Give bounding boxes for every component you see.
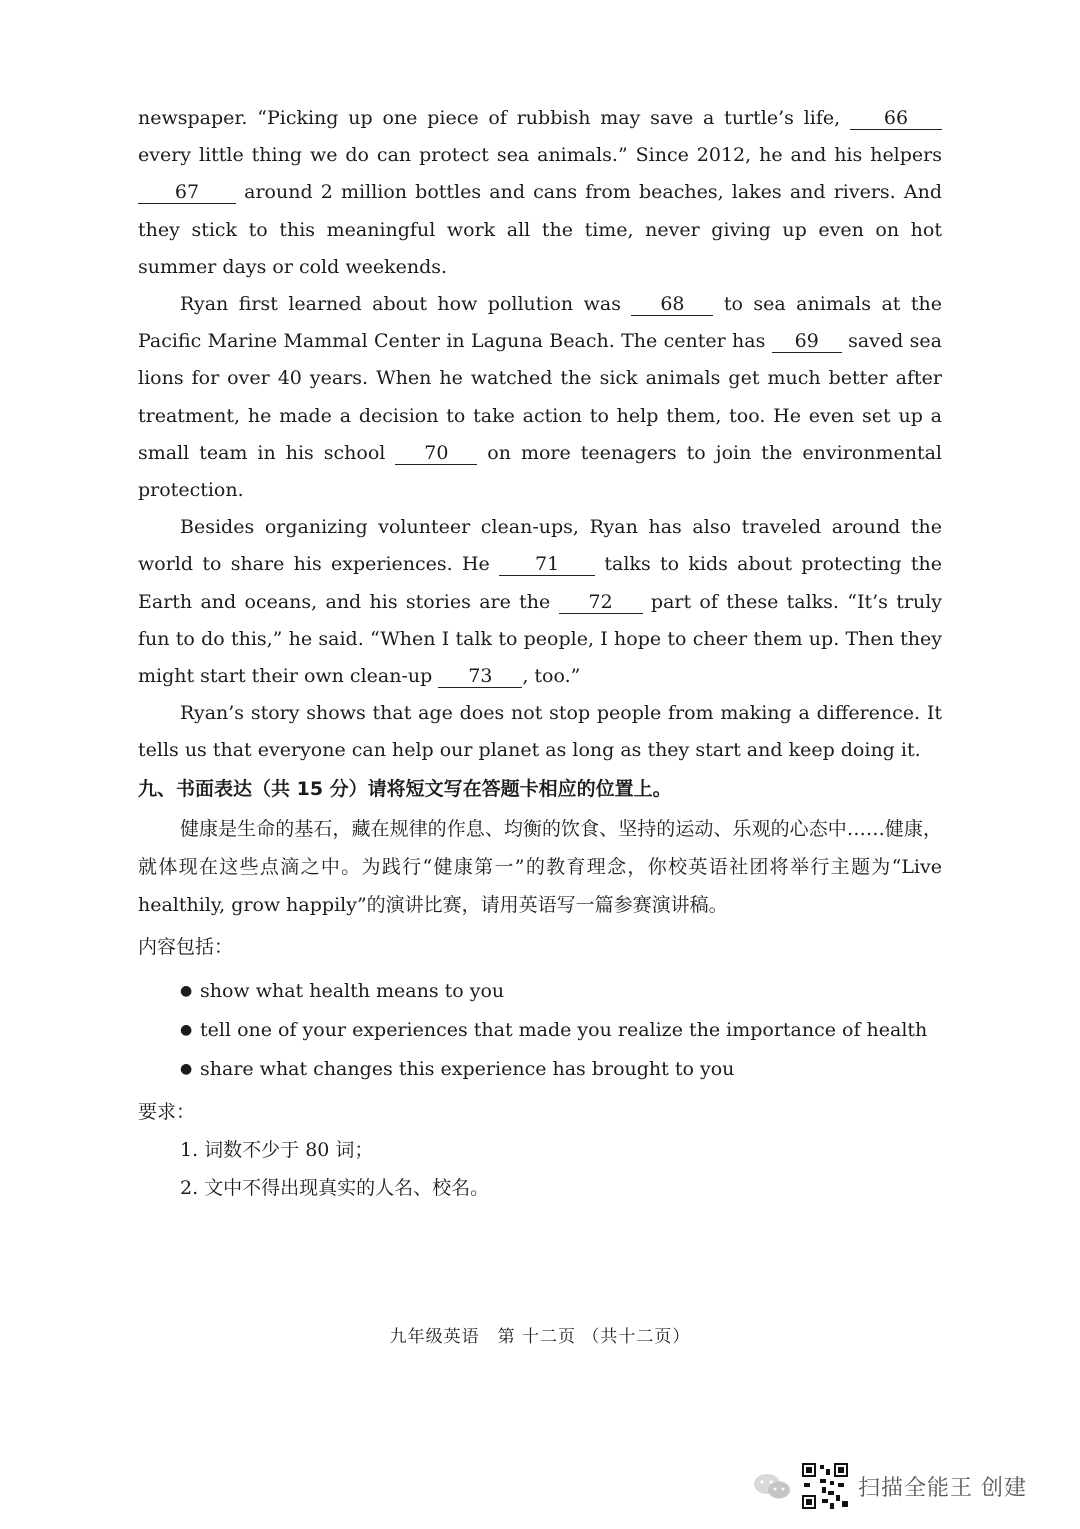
text: on more teenagers to join the environmental protection. (138, 441, 942, 502)
text: Ryan first learned about how pollution was (180, 293, 632, 316)
blank-70: 70 (395, 442, 477, 465)
blank-69: 69 (772, 330, 842, 353)
bullet-text: share what changes this experience has brought to you (200, 1057, 735, 1080)
page-footer: 九年级英语 第 十二页 （共十二页） (389, 1327, 691, 1347)
qr-code-icon (800, 1461, 850, 1511)
section-title: 九、书面表达（共 15 分）请将短文写在答题卡相应的位置上。 (138, 777, 672, 800)
passage-paragraph-1 (138, 100, 942, 286)
exam-page (138, 100, 942, 1207)
bullet-icon: ● (180, 982, 193, 999)
blank-68: 68 (631, 293, 713, 316)
requirement-item: 1. 词数不少于 80 词； (180, 1138, 374, 1161)
text: around 2 million bottles and cans from beaches, lakes and rivers. And they stick to this meaningful work all the time, never giving up even on hot summer days or cold weekends. (138, 181, 942, 278)
text: to sea animals at the Pacific Marine Mammal Center in Laguna Beach. The center has (138, 293, 942, 353)
writing-prompt: 健康是生命的基石，藏在规律的作息、均衡的饮食、坚持的运动、乐观的心态中……健康，就体现在这些点滴之中。为践行“健康第一”的教育理念，你校英语社团将举行主题为“Live healthily, grow happily”的演讲比赛，请用英语写一篇参赛演讲稿。 (138, 817, 942, 916)
blank-71: 71 (499, 553, 595, 576)
blank-67: 67 (138, 181, 236, 204)
scanner-watermark (752, 1458, 1062, 1514)
watermark-text: 扫描全能王 创建 (858, 1475, 1027, 1501)
text: part of these talks. “It’s truly fun to do this,” he said. “When I talk to people, I hope to cheer them up. Then they might start their own clean-up (138, 590, 943, 688)
text: newspaper. “Picking up one piece of rubbish may save a turtle’s life, (138, 107, 850, 129)
bullet-item (138, 972, 942, 1011)
bullet-item (138, 1011, 942, 1050)
requirements-list (138, 1131, 942, 1207)
bullet-item (138, 1050, 942, 1089)
text: talks to kids about protecting the Earth and oceans, and his stories are the (138, 553, 942, 613)
text: every little thing we do can protect sea animals.” Since 2012, he and his helpers (138, 144, 942, 167)
bullet-icon: ● (180, 1060, 193, 1077)
content-bullets (138, 972, 942, 1089)
bullet-text: tell one of your experiences that made you realize the importance of health (200, 1018, 928, 1041)
requirement-item: 2. 文中不得出现真实的人名、校名。 (180, 1176, 490, 1199)
requirements-label: 要求： (138, 1100, 196, 1123)
text: Besides organizing volunteer clean-ups, Ryan has also traveled around the world to share his experiences. He (138, 516, 942, 576)
passage-paragraph-2 (138, 286, 942, 509)
content-label: 内容包括： (138, 935, 234, 958)
passage-paragraph-3 (138, 509, 942, 695)
blank-72: 72 (559, 591, 643, 614)
text: saved sea lions for over 40 years. When he watched the sick animals get much better after treatment, he made a decision to take action to help them, too. He even set up a small team in his school (138, 330, 942, 464)
text: , too.” (522, 665, 581, 688)
passage-paragraph-4: Ryan’s story shows that age does not stop people from making a difference. It tells us that everyone can help our planet as long as they start and keep doing it. (138, 702, 942, 762)
bullet-text: show what health means to you (200, 979, 505, 1002)
blank-73: 73 (438, 665, 522, 688)
bullet-icon: ● (180, 1021, 193, 1038)
blank-66: 66 (850, 107, 942, 130)
wechat-icon (752, 1471, 792, 1501)
